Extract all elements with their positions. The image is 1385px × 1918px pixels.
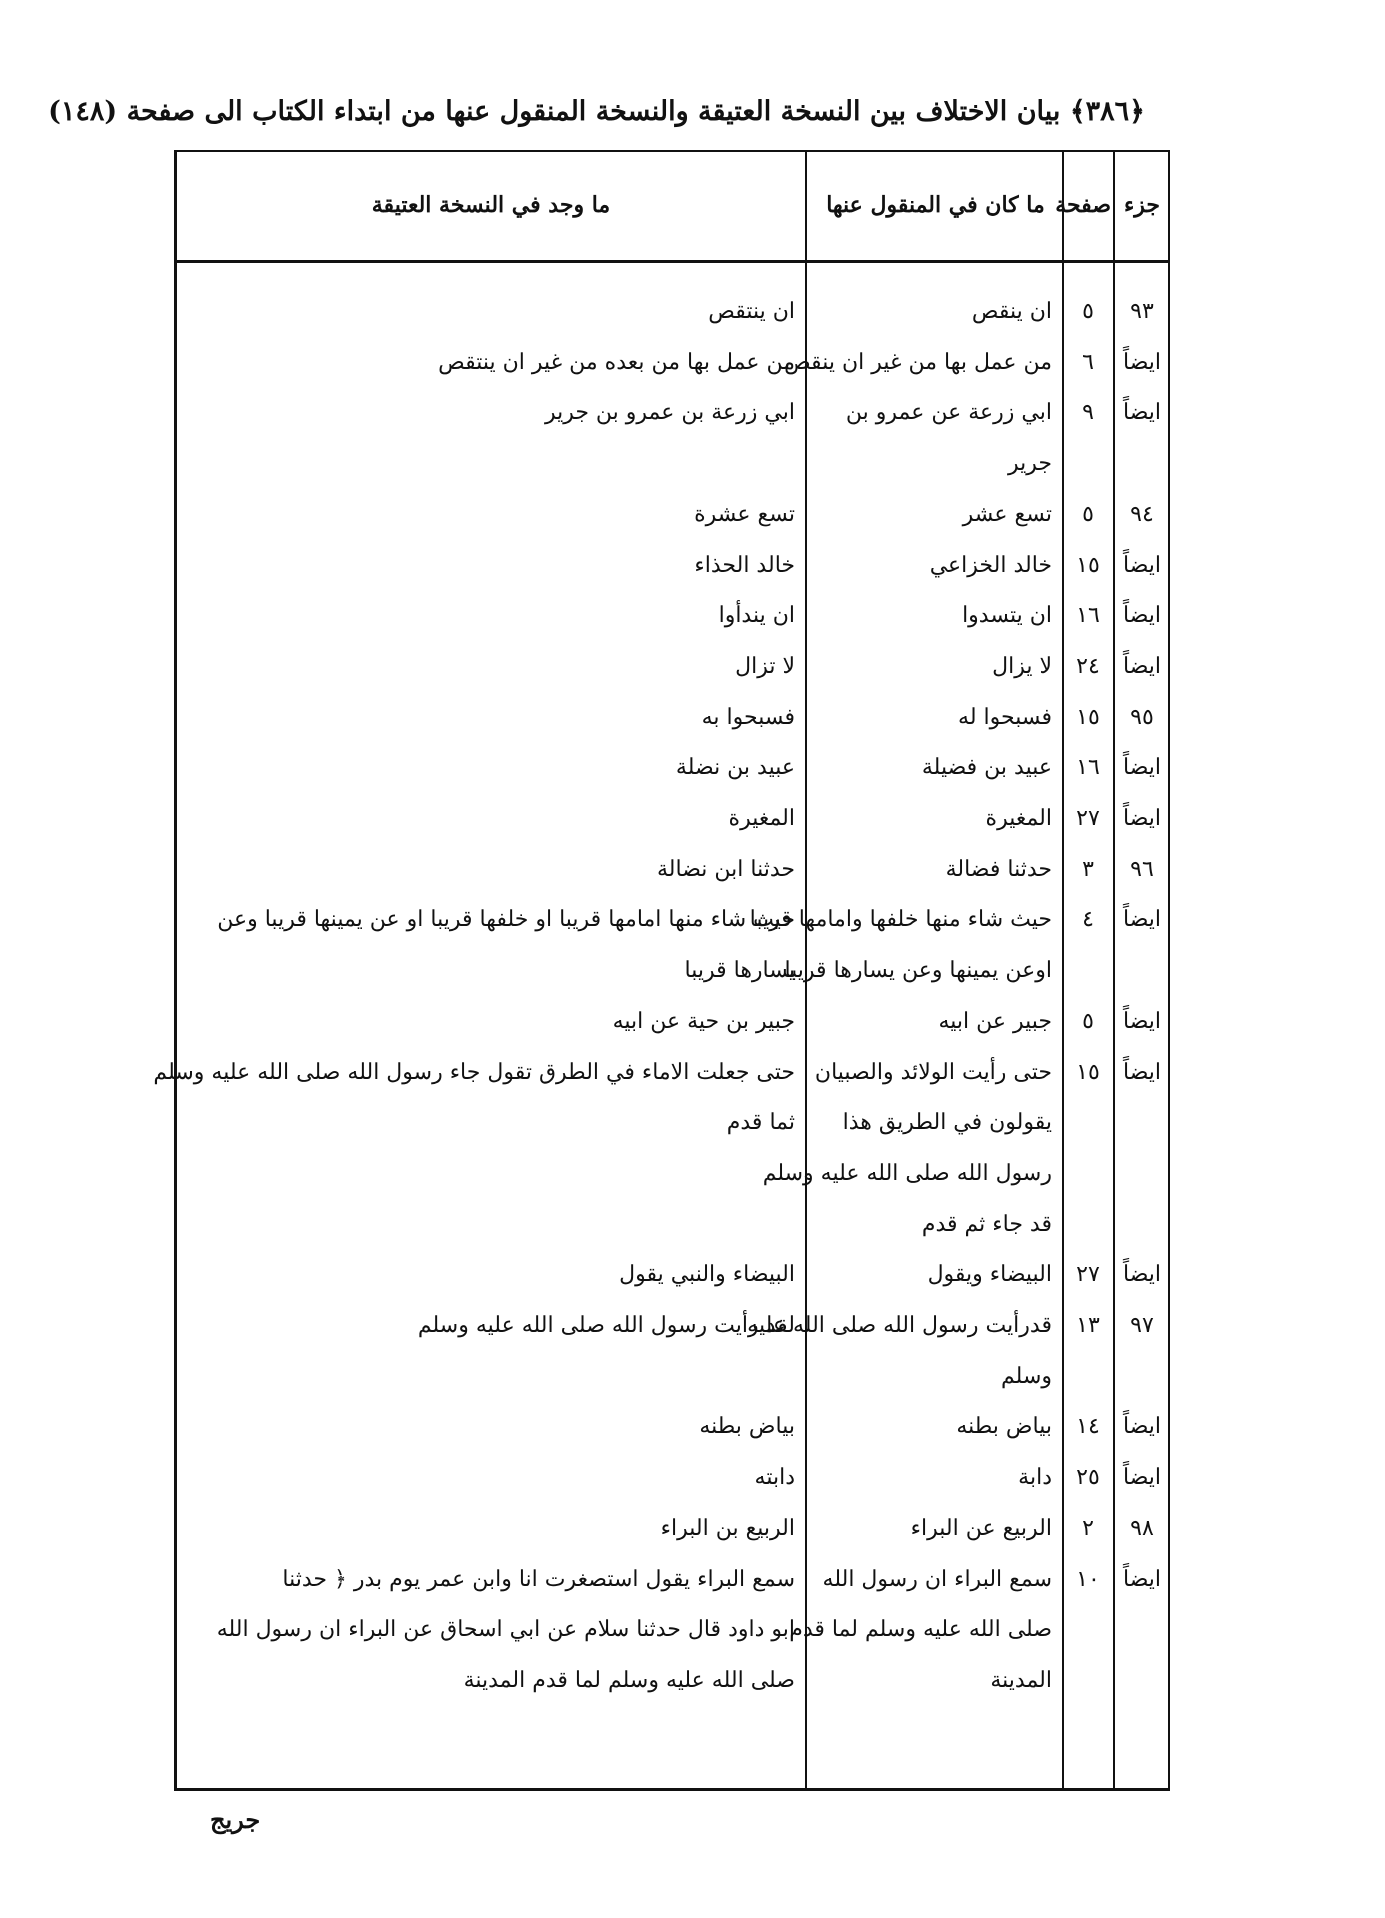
table-row xyxy=(177,643,1168,691)
row-volume: ايضاً xyxy=(1122,603,1162,629)
row-volume: ايضاً xyxy=(1122,653,1162,679)
row-transcribed: البيضاء ويقول xyxy=(927,1262,1052,1288)
row-volume: ايضاً xyxy=(1122,907,1162,933)
row-transcribed: اوعن يمينها وعن يسارها قريبا xyxy=(784,958,1052,984)
row-original: فسبحوا به xyxy=(701,704,795,730)
row-transcribed: ابي زرعة عن عمرو بن xyxy=(845,400,1052,426)
table-row xyxy=(177,1251,1168,1299)
row-transcribed: جرير xyxy=(1008,451,1052,477)
row-page: ١٤ xyxy=(1076,1414,1100,1440)
row-transcribed: فسبحوا له xyxy=(958,704,1052,730)
row-transcribed: ان يتسدوا xyxy=(962,603,1052,629)
row-volume xyxy=(1116,1657,1168,1705)
row-page: ١٦ xyxy=(1076,755,1100,781)
table-row xyxy=(177,744,1168,792)
row-volume: ايضاً xyxy=(1122,400,1162,426)
row-transcribed: المغيرة xyxy=(985,806,1052,831)
row-transcribed: لا يزال xyxy=(992,653,1052,679)
row-original xyxy=(181,440,801,488)
row-page xyxy=(1065,440,1111,488)
row-page: ٢٧ xyxy=(1076,806,1100,831)
row-page: ١٣ xyxy=(1076,1313,1100,1338)
table-row xyxy=(177,1201,1168,1249)
row-page xyxy=(1065,1606,1111,1654)
row-transcribed: رسول الله صلى الله عليه وسلم xyxy=(762,1160,1052,1186)
row-page: ١٦ xyxy=(1076,603,1100,629)
table-row xyxy=(177,947,1168,995)
row-transcribed: من عمل بها من غير ان ينقص xyxy=(784,349,1052,375)
table-row xyxy=(177,1556,1168,1604)
row-transcribed: وسلم xyxy=(1001,1363,1052,1389)
row-page xyxy=(1065,1657,1111,1705)
row-transcribed: المدينة xyxy=(990,1667,1052,1693)
table-row xyxy=(177,1099,1168,1147)
row-volume: ايضاً xyxy=(1122,1414,1162,1440)
row-original: لقد رأيت رسول الله صلى الله عليه وسلم xyxy=(417,1313,795,1338)
row-original: حيث شاء منها امامها قريبا او خلفها قريبا او عن يمينها قريبا وعن xyxy=(217,907,795,933)
row-original: صلى الله عليه وسلم لما قدم المدينة xyxy=(463,1667,795,1693)
row-transcribed: حدثنا فضالة xyxy=(945,856,1052,882)
row-volume xyxy=(1116,947,1168,995)
row-volume xyxy=(1116,1606,1168,1654)
row-transcribed: خالد الخزاعي xyxy=(929,552,1052,578)
row-volume: ايضاً xyxy=(1122,1059,1162,1085)
row-transcribed: حيث شاء منها خلفها وامامها قريبا xyxy=(749,907,1052,933)
table-row xyxy=(177,1302,1168,1350)
table-row xyxy=(153,1049,1168,1097)
row-page: ٤ xyxy=(1082,907,1094,933)
row-original: سمع البراء يقول استصغرت انا وابن عمر يوم بدر ﴿ حدثنا xyxy=(282,1566,795,1592)
row-original: ثما قدم xyxy=(726,1110,795,1136)
row-volume: ٩٤ xyxy=(1130,501,1154,527)
row-page: ٢٤ xyxy=(1076,653,1100,679)
table-header-row xyxy=(177,150,1168,263)
row-original: ابي زرعة بن عمرو بن جرير xyxy=(544,400,795,426)
row-page: ٣ xyxy=(1082,856,1094,882)
row-original: عبيد بن نضلة xyxy=(675,755,795,781)
row-page xyxy=(1065,1099,1111,1147)
row-page xyxy=(1065,947,1111,995)
row-original: ابو داود قال حدثنا سلام عن ابي اسحاق عن البراء ان رسول الله xyxy=(216,1617,795,1643)
row-page: ٦ xyxy=(1082,349,1094,375)
row-page: ٢٥ xyxy=(1076,1465,1100,1491)
row-original xyxy=(181,1201,801,1249)
row-page: ٩ xyxy=(1082,400,1094,426)
row-volume: ايضاً xyxy=(1122,1566,1162,1592)
row-page: ١٥ xyxy=(1076,704,1100,730)
table-row xyxy=(177,339,1168,387)
comparison-table xyxy=(153,150,1170,1791)
row-volume: ٩٨ xyxy=(1130,1515,1154,1541)
row-transcribed: ان ينقص xyxy=(971,299,1052,324)
row-page: ١٥ xyxy=(1076,552,1100,578)
row-original: حدثنا ابن نضالة xyxy=(657,856,795,882)
row-original: يسارها قريبا xyxy=(684,958,795,984)
row-volume: ٩٧ xyxy=(1130,1313,1154,1338)
row-original: خالد الحذاء xyxy=(694,552,795,578)
row-volume: ايضاً xyxy=(1122,552,1162,578)
row-transcribed: عبيد بن فضيلة xyxy=(921,755,1052,781)
row-volume: ايضاً xyxy=(1122,1008,1162,1034)
table-row xyxy=(177,1454,1168,1502)
table-row xyxy=(177,592,1168,640)
row-volume: ايضاً xyxy=(1122,755,1162,781)
row-transcribed: سمع البراء ان رسول الله xyxy=(822,1566,1052,1592)
row-original: لا تزال xyxy=(735,653,795,679)
row-volume xyxy=(1116,1201,1168,1249)
row-original: الربيع بن البراء xyxy=(660,1515,795,1541)
header-original: ما وجد في النسخة العتيقة xyxy=(371,192,611,218)
row-original: تسع عشرة xyxy=(694,501,795,527)
row-volume xyxy=(1116,1099,1168,1147)
row-volume xyxy=(1116,440,1168,488)
row-page xyxy=(1065,1150,1111,1198)
row-transcribed: جبير عن ابيه xyxy=(938,1008,1052,1034)
row-transcribed: الربيع عن البراء xyxy=(910,1515,1052,1541)
row-transcribed: دابة xyxy=(1018,1465,1052,1491)
table-row xyxy=(177,694,1168,742)
row-original: حتى جعلت الاماء في الطرق تقول جاء رسول الله صلى الله عليه وسلم xyxy=(153,1059,795,1085)
table-row xyxy=(177,491,1168,539)
row-transcribed: تسع عشر xyxy=(962,501,1052,527)
row-page: ٥ xyxy=(1082,1008,1094,1034)
row-original: البيضاء والنبي يقول xyxy=(619,1262,795,1288)
table-row xyxy=(177,1505,1168,1553)
table-row xyxy=(177,440,1168,488)
table-row xyxy=(177,1657,1168,1705)
table-row xyxy=(177,1353,1168,1401)
row-volume: ٩٦ xyxy=(1130,856,1154,882)
row-page: ١٠ xyxy=(1076,1566,1100,1592)
row-volume: ايضاً xyxy=(1122,349,1162,375)
header-transcribed: ما كان في المنقول عنها xyxy=(826,192,1045,218)
row-original: من عمل بها من بعده من غير ان ينتقص xyxy=(438,349,795,375)
table-row xyxy=(177,1150,1168,1198)
table-row xyxy=(177,1606,1168,1654)
row-original: المغيرة xyxy=(728,806,795,831)
header-page: صفحة xyxy=(1055,192,1111,218)
table-row xyxy=(177,795,1168,843)
row-transcribed: صلى الله عليه وسلم لما قدم xyxy=(789,1617,1052,1643)
row-transcribed: بياض بطنه xyxy=(956,1414,1052,1440)
table-row xyxy=(177,542,1168,590)
row-transcribed: قد جاء ثم قدم xyxy=(921,1211,1052,1237)
row-volume: ايضاً xyxy=(1122,1262,1162,1288)
header-volume: جزء xyxy=(1123,192,1161,218)
row-transcribed: يقولون في الطريق هذا xyxy=(842,1110,1052,1136)
row-transcribed: قدرأيت رسول الله صلى الله عليه xyxy=(747,1313,1052,1338)
row-page: ٢٧ xyxy=(1076,1262,1100,1288)
row-volume: ايضاً xyxy=(1122,806,1162,831)
table-row xyxy=(177,896,1168,944)
row-original xyxy=(181,1353,801,1401)
row-volume: ٩٣ xyxy=(1130,299,1154,324)
row-page: ١٥ xyxy=(1076,1059,1100,1085)
table-row xyxy=(177,1403,1168,1451)
row-original: ان ينتقص xyxy=(708,299,795,324)
row-volume: ٩٥ xyxy=(1130,704,1154,730)
row-page xyxy=(1065,1201,1111,1249)
row-original: جبير بن حية عن ابيه xyxy=(612,1008,795,1034)
table-row xyxy=(177,998,1168,1046)
table-row xyxy=(177,389,1168,437)
row-original xyxy=(181,1150,801,1198)
catchword: جريج xyxy=(210,1805,261,1834)
row-original: ان يندأوا xyxy=(718,603,795,629)
row-volume xyxy=(1116,1150,1168,1198)
table-row xyxy=(177,288,1168,336)
row-page xyxy=(1065,1353,1111,1401)
row-original: بياض بطنه xyxy=(699,1414,795,1440)
row-page: ٢ xyxy=(1082,1515,1094,1541)
table-row xyxy=(177,846,1168,894)
row-volume xyxy=(1116,1353,1168,1401)
row-volume: ايضاً xyxy=(1122,1465,1162,1491)
row-page: ٥ xyxy=(1082,299,1094,324)
row-transcribed: حتى رأيت الولائد والصبيان xyxy=(814,1059,1052,1085)
row-page: ٥ xyxy=(1082,501,1094,527)
row-original: دابته xyxy=(754,1465,795,1491)
page-header: ﴿٣٨٦﴾ بيان الاختلاف بين النسخة العتيقة والنسخة المنقول عنها من ابتداء الكتاب الى صفحة (١٤٨) xyxy=(48,96,1145,127)
